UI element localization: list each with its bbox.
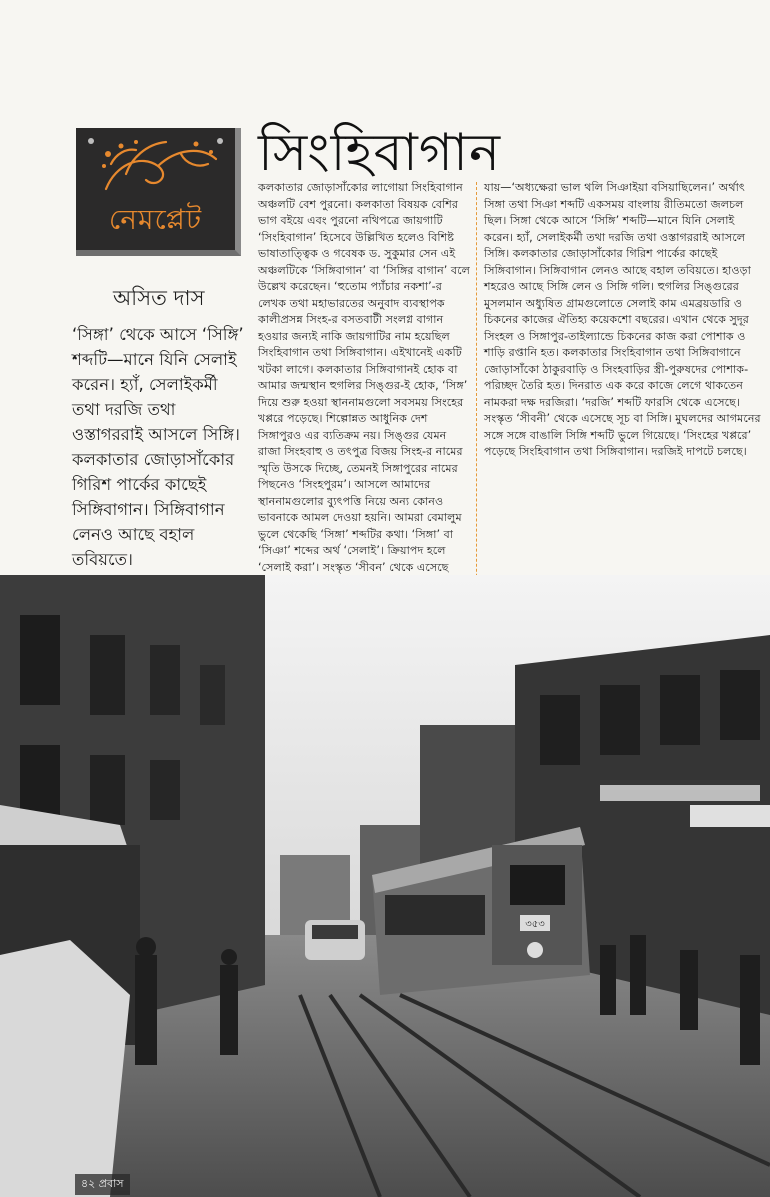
nameplate-badge (76, 128, 241, 256)
author-byline: অসিত দাস (113, 286, 205, 310)
body-column-2 (484, 180, 762, 461)
article-title: সিংহিবাগান (258, 123, 502, 183)
column-divider (476, 182, 477, 622)
page-footer: ৪২ প্রবাস (75, 1174, 130, 1195)
pull-quote: ‘সিঙ্গা’ থেকে আসে ‘সিঙ্গি’ শব্দটি—মানে যিনি সেলাই করেন। হ্যাঁ, সেলাইকর্মী তথা দরজি তথা ওস্তাগররাই আসলে সিঙ্গি। কলকাতার জোড়াসাঁকোর গিরিশ পার্কের কাছেই সিঙ্গিবাগান। সিঙ্গিবাগান লেনও আছে বহাল তবিয়তে। (72, 325, 244, 569)
street-tram-photo (0, 575, 770, 1197)
tram-number-plate: ৩৫৩ (525, 919, 545, 930)
flourish-ornament-icon (86, 134, 231, 194)
tarp-covered-stall (0, 940, 130, 1197)
nameplate-label: নেমপ্লেট (108, 203, 203, 236)
body-paragraph: কলকাতার জোড়াসাঁকোর লাগোয়া সিংহিবাগান অঞ্চলটি বেশ পুরনো। কলকাতা বিষয়ক বেশির ভাগ বইয়ে এবং পুরনো নথিপত্রে জায়গাটি ‘সিংহিবাগান’ হিসেবে উল্লিখিত হলেও বিশিষ্ট ভাষাতাত্ত্বিক ও গবেষক ড. সুকুমার সেন এই অঞ্চলটিকে ‘সিঙ্গিবাগান’ বা ‘সিঙ্গির বাগান’ বলে উল্লেখ করেছেন। ‘হুতোম প্যাঁচার নকশা’-র লেখক তথা মহাভারতের অনুবাদ ব্যবস্থাপক কালীপ্রসন্ন সিংহ-র বসতবাটী সংলগ্ন বাগান হওয়ার জন্যই নাকি জায়গাটির নাম হয়েছিল সিংহিবাগান তথা সিঙ্গিবাগান। এইখানেই একটি খটকা লাগে। কলকাতার সিঙ্গিবাগানই হোক বা আমার জন্মস্থান হুগলির সিঙ্গুর-ই হোক, ‘সিঙ্গ’ দিয়ে শুরু হওয়া স্থাননামগুলো সবসময় সিংহের খপ্পরে পড়েছে। শিল্পোন্নত আধুনিক দেশ সিঙ্গাপুরও এর ব্যতিক্রম নয়। সিঙ্গুর যেমন রাজা সিংহবাহু ও তৎপুত্র বিজয় সিংহ-র নামের স্মৃতি উসকে দিচ্ছে, তেমনই সিঙ্গাপুরের নামের পিছনেও ‘সিংহপুরম’। আসলে আমাদের স্থাননামগুলোর ব্যুৎপত্তি নিয়ে অন্য কোনও ভাবনাকে আমল দেওয়া হয়নি। আমরা বেমালুম ভুলে থেকেছি ‘সিঙ্গা’ শব্দটির কথা। ‘সিঙ্গা’ বা ‘সিঞা’ শব্দের অর্থ ‘সেলাই’। ক্রিয়াপদ হলে ‘সেলাই করা’। সংস্কৃত ‘সীবন’ থেকে এসেছে (258, 181, 470, 574)
body-paragraph: যায়—‘অধ্যক্ষেরা ভাল থলি সিঞাইয়া বসিয়াছিলেন।’ অর্থাৎ সিঙ্গা তথা সিঞা শব্দটি একসময় বাংলায় রীতিমতো জলচল ছিল। সিঙ্গা থেকে আসে ‘সিঙ্গি’ শব্দটি—মানে যিনি সেলাই করেন। হ্যাঁ, সেলাইকর্মী তথা দরজি তথা ওস্তাগররাই আসলে সিঙ্গি। কলকাতার জোড়াসাঁকোর গিরিশ পার্কের কাছেই সিঙ্গিবাগান। সিঙ্গিবাগান লেনও আছে বহাল তবিয়তে। হাওড়া শহরেও আছে সিঙ্গি লেন ও সিঙ্গি গলি। হুগলির সিঙ্গুরের মুসলমান অধ্যুষিত গ্রামগুলোতে সেলাই কাম এমব্রয়ডারি ও চিকনের কাজের ঐতিহ্য কয়েকশো বছরের। এখান থেকে সুদূর সিংহল ও সিঙ্গাপুর-তাইল্যান্ডে চিকনের কাজ করা পোশাক ও শাড়ি রপ্তানি হত। কলকাতার সিংহিবাগান তথা সিঙ্গিবাগানে জোড়াসাঁকো ঠাকুরবাড়ি ও সিংহবাড়ির স্ত্রী-পুরুষদের পোশাক-পরিচ্ছদ তৈরি হত। দিনরাত এক করে কাজে লেগে থাকতেন নামকরা দক্ষ দরজিরা। ‘দরজি’ শব্দটি ফারসি থেকে এসেছে। সংস্কৃত ‘সীবনী’ থেকে এসেছে সূচ বা সিঙ্গি। মুঘলদের আগমনের সঙ্গে সঙ্গে বাঙালি সিঙ্গি শব্দটি ভুলে গিয়েছে। ‘সিংহের খপ্পরে’ পড়েছে সিংহিবাগান তথা সিঙ্গিবাগান। দরজিই দাপটে চলছে। (484, 181, 761, 458)
